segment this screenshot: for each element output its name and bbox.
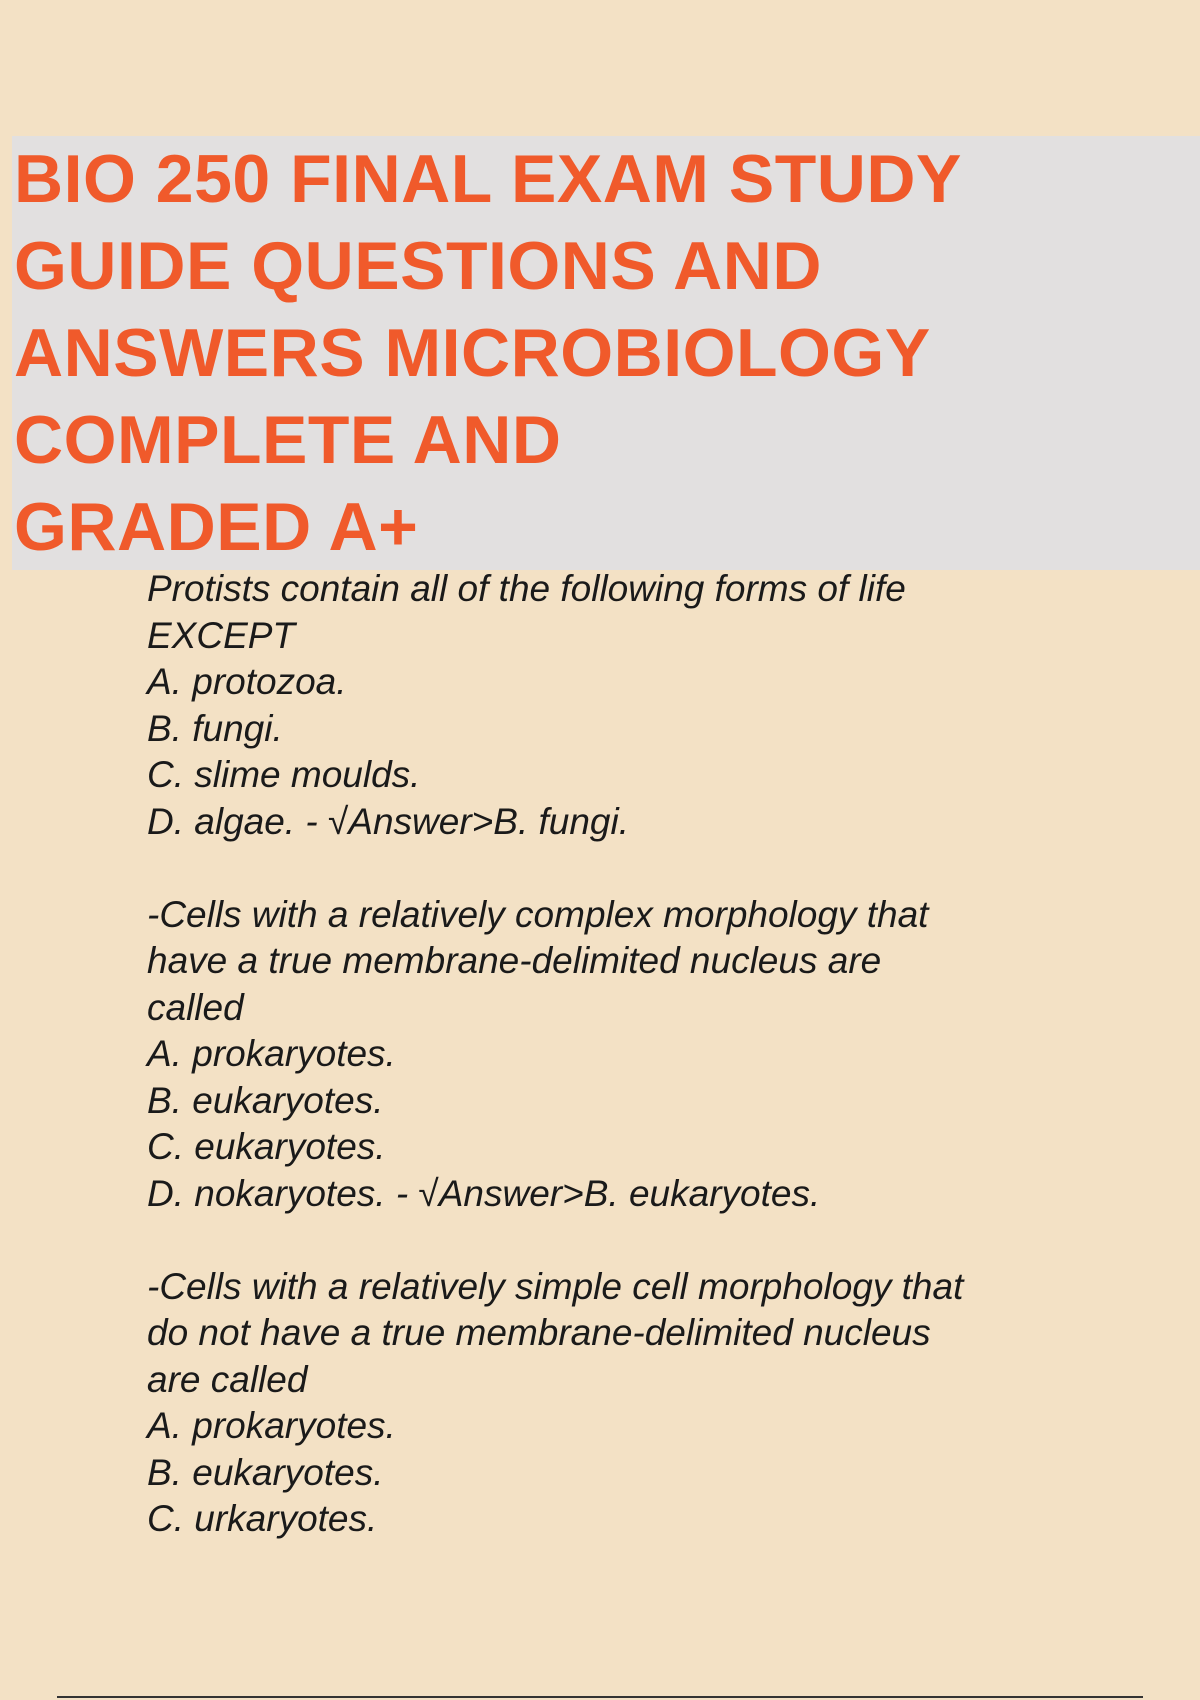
question-text: -Cells with a relatively complex morphology that	[147, 893, 929, 935]
title-line: BIO 250 FINAL EXAM STUDY	[14, 141, 962, 217]
question-text: are called	[147, 1358, 308, 1400]
document-title	[14, 136, 1164, 571]
title-line: GRADED A+	[14, 489, 419, 565]
title-line: GUIDE QUESTIONS AND	[14, 228, 822, 304]
answer-option-with-key: D. algae. - √Answer>B. fungi.	[147, 800, 630, 842]
question-text: -Cells with a relatively simple cell morphology that	[147, 1265, 964, 1307]
title-line: COMPLETE AND	[14, 402, 562, 478]
answer-option-with-key: D. nokaryotes. - √Answer>B. eukaryotes.	[147, 1172, 821, 1214]
answer-option: C. slime moulds.	[147, 754, 421, 795]
answer-option: B. fungi.	[147, 707, 283, 749]
question-text: do not have a true membrane-delimited nucleus	[147, 1312, 931, 1353]
question-list	[147, 566, 1107, 1589]
answer-option: A. prokaryotes.	[147, 1405, 396, 1446]
answer-option: C. eukaryotes.	[147, 1126, 386, 1167]
answer-option: B. eukaryotes.	[147, 1079, 384, 1121]
answer-option: A. prokaryotes.	[147, 1033, 396, 1074]
answer-option: B. eukaryotes.	[147, 1451, 384, 1493]
question-text: Protists contain all of the following forms of life	[147, 568, 906, 609]
question-text: called	[147, 986, 244, 1028]
answer-option: A. protozoa.	[147, 661, 347, 702]
question-text: EXCEPT	[147, 614, 296, 656]
question-block-2	[147, 892, 1107, 1218]
question-text: have a true membrane-delimited nucleus are	[147, 940, 882, 981]
question-block-3	[147, 1264, 1107, 1543]
footer-divider	[57, 1696, 1143, 1698]
question-block-1	[147, 566, 1107, 845]
title-line: ANSWERS MICROBIOLOGY	[14, 315, 931, 391]
answer-option: C. urkaryotes.	[147, 1498, 378, 1539]
